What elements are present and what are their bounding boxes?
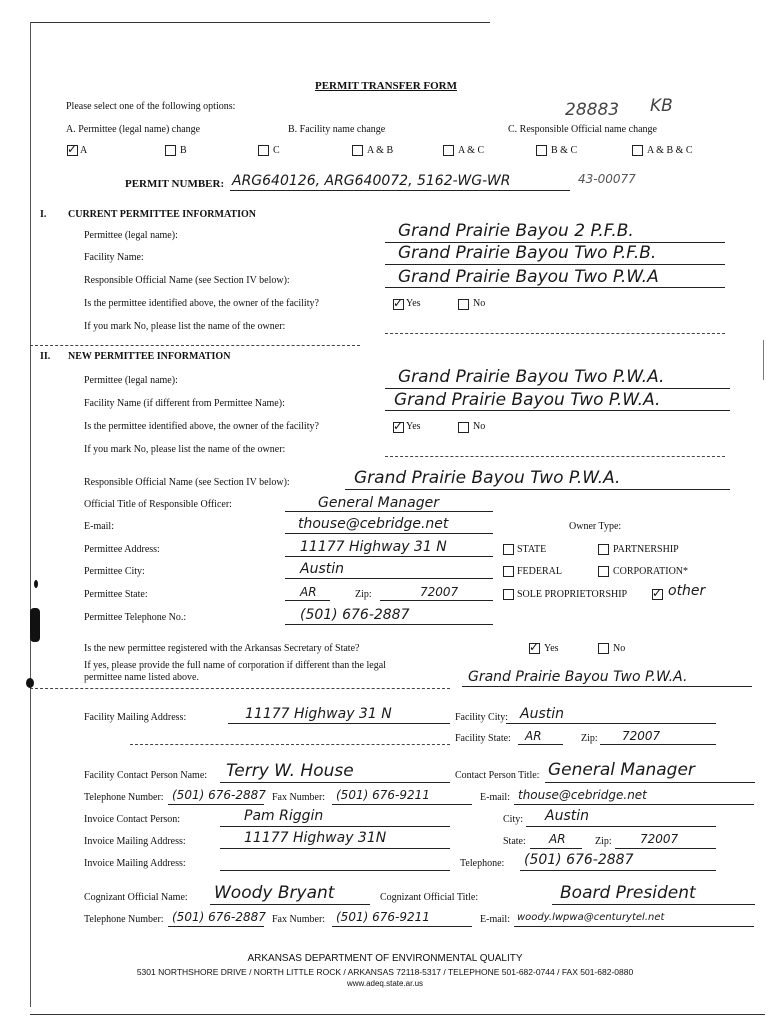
- current-facility-label: Facility Name:: [84, 252, 144, 263]
- invoice-city-line: [526, 826, 716, 827]
- facility-city-line: [506, 723, 716, 724]
- official-title-value[interactable]: General Manager: [318, 495, 439, 511]
- new-owner-line: [385, 456, 725, 457]
- owner-partnership-checkbox[interactable]: [598, 544, 609, 555]
- left-border: [30, 22, 31, 1007]
- current-owner-no-checkbox[interactable]: [458, 299, 469, 310]
- contact-person-label: Facility Contact Person Name:: [84, 770, 208, 781]
- email-line: [285, 533, 493, 534]
- contact-person-value[interactable]: Terry W. House: [226, 761, 354, 781]
- checkmark-icon: ✓: [393, 296, 404, 310]
- owner-partnership-label: PARTNERSHIP: [613, 544, 679, 555]
- stamp-number: 28883: [565, 100, 620, 120]
- city-line: [285, 578, 493, 579]
- current-owner-yes-label: Yes: [406, 298, 421, 309]
- contact-email-line: [514, 804, 754, 805]
- scan-artifact: [30, 608, 40, 642]
- stamp-initials: KB: [650, 96, 673, 116]
- state-line: [285, 600, 330, 601]
- option-c-text: C: [273, 145, 280, 156]
- invoice-address-value[interactable]: 11177 Highway 31N: [244, 830, 387, 846]
- right-mark: [763, 340, 764, 380]
- new-facility-label: Facility Name (if different from Permittee Name):: [84, 398, 285, 409]
- option-abc-checkbox[interactable]: [632, 145, 643, 156]
- cognizant-title-label: Cognizant Official Title:: [380, 892, 479, 903]
- mailing-address-2-line: [130, 744, 450, 745]
- zip-label: Zip:: [355, 589, 372, 600]
- option-bc-text: B & C: [551, 145, 578, 156]
- checkmark-icon: ✓: [529, 640, 540, 654]
- owner-state-checkbox[interactable]: [503, 544, 514, 555]
- invoice-address-label: Invoice Mailing Address:: [84, 836, 186, 847]
- new-official-value[interactable]: Grand Prairie Bayou Two P.W.A.: [354, 468, 621, 488]
- contact-title-line: [545, 782, 755, 783]
- state-label: Permittee State:: [84, 589, 148, 600]
- top-border: [30, 22, 490, 23]
- current-official-line: [385, 287, 725, 288]
- new-facility-line: [385, 410, 730, 411]
- registered-yes-label: Yes: [544, 643, 559, 654]
- new-official-label: Responsible Official Name (see Section IV below):: [84, 477, 290, 488]
- option-c-label: C. Responsible Official name change: [508, 124, 657, 135]
- facility-zip-value[interactable]: 72007: [622, 729, 661, 743]
- contact-person-line: [220, 782, 450, 783]
- cognizant-name-label: Cognizant Official Name:: [84, 892, 188, 903]
- option-b-checkbox[interactable]: [165, 145, 176, 156]
- current-facility-value[interactable]: Grand Prairie Bayou Two P.F.B.: [398, 243, 657, 263]
- zip-value[interactable]: 72007: [420, 585, 459, 599]
- cognizant-name-line: [210, 904, 370, 905]
- option-b-label: B. Facility name change: [288, 124, 386, 135]
- mailing-address-label: Facility Mailing Address:: [84, 712, 187, 723]
- cognizant-fax-line: [332, 926, 472, 927]
- permit-number-extra: 43-00077: [578, 172, 636, 186]
- current-owner-line: [385, 333, 725, 334]
- instruction-text: Please select one of the following options:: [66, 101, 236, 112]
- cognizant-fax-value[interactable]: (501) 676-9211: [336, 910, 430, 924]
- footer-address: 5301 NORTHSHORE DRIVE / NORTH LITTLE ROCK / ARKANSAS 72118-5317 / TELEPHONE 501-682-0744 / FAX 501-682-0880: [136, 967, 634, 977]
- facility-state-value[interactable]: AR: [525, 729, 542, 743]
- current-permittee-label: Permittee (legal name):: [84, 230, 178, 241]
- facility-state-label: Facility State:: [455, 733, 511, 744]
- option-c-checkbox[interactable]: [258, 145, 269, 156]
- invoice-contact-value[interactable]: Pam Riggin: [244, 808, 324, 824]
- cognizant-fax-label: Fax Number:: [272, 914, 326, 925]
- new-facility-value[interactable]: Grand Prairie Bayou Two P.W.A.: [394, 390, 661, 410]
- invoice-city-label: City:: [503, 814, 524, 825]
- new-permittee-value[interactable]: Grand Prairie Bayou Two P.W.A.: [398, 367, 665, 387]
- cognizant-title-value[interactable]: Board President: [560, 883, 696, 903]
- owner-corporation-label: CORPORATION*: [613, 566, 689, 577]
- phone-label: Permittee Telephone No.:: [84, 612, 187, 623]
- new-owner-yes-label: Yes: [406, 421, 421, 432]
- new-owner-question: Is the permittee identified above, the owner of the facility?: [84, 421, 319, 432]
- footer-agency: ARKANSAS DEPARTMENT OF ENVIRONMENTAL QUALITY: [247, 953, 523, 964]
- facility-city-label: Facility City:: [455, 712, 509, 723]
- address-label: Permittee Address:: [84, 544, 160, 555]
- city-value[interactable]: Austin: [300, 561, 344, 577]
- option-ac-checkbox[interactable]: [443, 145, 454, 156]
- section-1-heading: CURRENT PERMITTEE INFORMATION: [68, 209, 256, 220]
- new-owner-no-checkbox[interactable]: [458, 422, 469, 433]
- facility-state-line: [518, 744, 563, 745]
- invoice-address-line: [220, 848, 450, 849]
- fax-line: [332, 804, 472, 805]
- bottom-border: [30, 1014, 765, 1015]
- corp-divider: [30, 688, 450, 689]
- invoice-state-line: [530, 848, 582, 849]
- official-title-line: [285, 511, 493, 512]
- current-official-label: Responsible Official Name (see Section IV below):: [84, 275, 290, 286]
- scan-artifact: [26, 678, 34, 688]
- current-permittee-value[interactable]: Grand Prairie Bayou 2 P.F.B.: [398, 221, 634, 241]
- current-owner-no-label: No: [473, 298, 486, 309]
- owner-state-label: STATE: [517, 544, 547, 555]
- contact-title-value[interactable]: General Manager: [548, 760, 695, 780]
- section-2-roman: II.: [40, 351, 51, 362]
- checkmark-icon: ✓: [652, 586, 663, 600]
- email-value[interactable]: thouse@cebridge.net: [298, 516, 449, 532]
- current-official-value[interactable]: Grand Prairie Bayou Two P.W.A: [398, 267, 659, 287]
- facility-zip-line: [600, 744, 716, 745]
- contact-email-label: E-mail:: [480, 792, 510, 803]
- address-line: [285, 556, 493, 557]
- new-owner-no-label: No: [473, 421, 486, 432]
- owner-sole-checkbox[interactable]: [503, 589, 514, 600]
- option-a-text: A: [80, 145, 88, 156]
- invoice-zip-line: [615, 848, 716, 849]
- cognizant-email-value[interactable]: woody.lwpwa@centurytel.net: [517, 912, 665, 923]
- owner-type-label: Owner Type:: [569, 521, 622, 532]
- corp-name-line: [462, 686, 752, 687]
- official-title-label: Official Title of Responsible Officer:: [84, 499, 232, 510]
- option-bc-checkbox[interactable]: [536, 145, 547, 156]
- cognizant-telephone-value[interactable]: (501) 676-2887: [172, 910, 266, 924]
- telephone-value[interactable]: (501) 676-2887: [172, 788, 266, 802]
- registered-no-label: No: [613, 643, 626, 654]
- facility-city-value[interactable]: Austin: [520, 706, 564, 722]
- invoice-city-value[interactable]: Austin: [545, 808, 589, 824]
- permit-number-label: PERMIT NUMBER:: [125, 178, 225, 190]
- zip-line: [380, 600, 493, 601]
- form-title: PERMIT TRANSFER FORM: [315, 80, 457, 92]
- phone-line: [285, 624, 493, 625]
- cognizant-email-label: E-mail:: [480, 914, 510, 925]
- registered-no-checkbox[interactable]: [598, 643, 609, 654]
- corp-note-line-1: If yes, please provide the full name of corporation if different than the legal: [84, 660, 386, 671]
- checkmark-icon: ✓: [393, 419, 404, 433]
- cognizant-name-value[interactable]: Woody Bryant: [214, 883, 335, 903]
- owner-sole-label: SOLE PROPRIETORSHIP: [517, 589, 628, 600]
- option-b-text: B: [180, 145, 187, 156]
- telephone-line: [168, 804, 264, 805]
- invoice-state-value[interactable]: AR: [549, 832, 566, 846]
- option-a-label: A. Permittee (legal name) change: [66, 124, 201, 135]
- current-owner-question: Is the permittee identified above, the owner of the facility?: [84, 298, 319, 309]
- owner-federal-checkbox[interactable]: [503, 566, 514, 577]
- corp-name-value[interactable]: Grand Prairie Bayou Two P.W.A.: [468, 669, 688, 685]
- mailing-address-value[interactable]: 11177 Highway 31 N: [245, 706, 392, 722]
- checkmark-icon: ✓: [67, 142, 78, 156]
- owner-corporation-checkbox[interactable]: [598, 566, 609, 577]
- footer-web: www.adeq.state.ar.us: [346, 979, 424, 988]
- cognizant-email-line: [514, 926, 754, 927]
- owner-other-value[interactable]: other: [668, 583, 706, 599]
- invoice-address-2-label: Invoice Mailing Address:: [84, 858, 186, 869]
- fax-label: Fax Number:: [272, 792, 326, 803]
- contact-email-value[interactable]: thouse@cebridge.net: [518, 788, 647, 802]
- section-2-heading: NEW PERMITTEE INFORMATION: [68, 351, 231, 362]
- new-permittee-label: Permittee (legal name):: [84, 375, 178, 386]
- email-label: E-mail:: [84, 521, 114, 532]
- invoice-contact-line: [220, 826, 450, 827]
- permit-number-line: [230, 190, 570, 191]
- facility-zip-label: Zip:: [581, 733, 598, 744]
- permit-number-value[interactable]: ARG640126, ARG640072, 5162-WG-WR: [232, 173, 511, 189]
- cognizant-title-line: [552, 904, 755, 905]
- invoice-telephone-line: [520, 870, 716, 871]
- invoice-state-label: State:: [503, 836, 526, 847]
- new-permittee-line: [385, 388, 730, 389]
- scan-artifact: [34, 580, 38, 588]
- option-ab-checkbox[interactable]: [352, 145, 363, 156]
- invoice-telephone-label: Telephone:: [460, 858, 505, 869]
- option-ac-text: A & C: [458, 145, 485, 156]
- invoice-address-2-line: [220, 870, 450, 871]
- city-label: Permittee City:: [84, 566, 145, 577]
- address-value[interactable]: 11177 Highway 31 N: [300, 539, 447, 555]
- current-owner-note: If you mark No, please list the name of the owner:: [84, 321, 286, 332]
- invoice-telephone-value[interactable]: (501) 676-2887: [524, 852, 634, 868]
- option-abc-text: A & B & C: [647, 145, 693, 156]
- invoice-contact-label: Invoice Contact Person:: [84, 814, 181, 825]
- owner-federal-label: FEDERAL: [517, 566, 562, 577]
- invoice-zip-label: Zip:: [595, 836, 612, 847]
- new-owner-note: If you mark No, please list the name of the owner:: [84, 444, 286, 455]
- option-ab-text: A & B: [367, 145, 394, 156]
- invoice-zip-value[interactable]: 72007: [640, 832, 679, 846]
- phone-value[interactable]: (501) 676-2887: [300, 607, 410, 623]
- fax-value[interactable]: (501) 676-9211: [336, 788, 430, 802]
- corp-note-line-2: permittee name listed above.: [84, 672, 199, 683]
- cognizant-telephone-line: [168, 926, 264, 927]
- mailing-address-line: [228, 723, 450, 724]
- section-1-roman: I.: [40, 209, 47, 220]
- state-value[interactable]: AR: [300, 585, 317, 599]
- current-facility-line: [385, 264, 725, 265]
- contact-title-label: Contact Person Title:: [455, 770, 540, 781]
- new-official-line: [345, 489, 730, 490]
- cognizant-telephone-label: Telephone Number:: [84, 914, 164, 925]
- registered-question: Is the new permittee registered with the Arkansas Secretary of State?: [84, 643, 360, 654]
- telephone-label: Telephone Number:: [84, 792, 164, 803]
- section-divider: [30, 345, 360, 346]
